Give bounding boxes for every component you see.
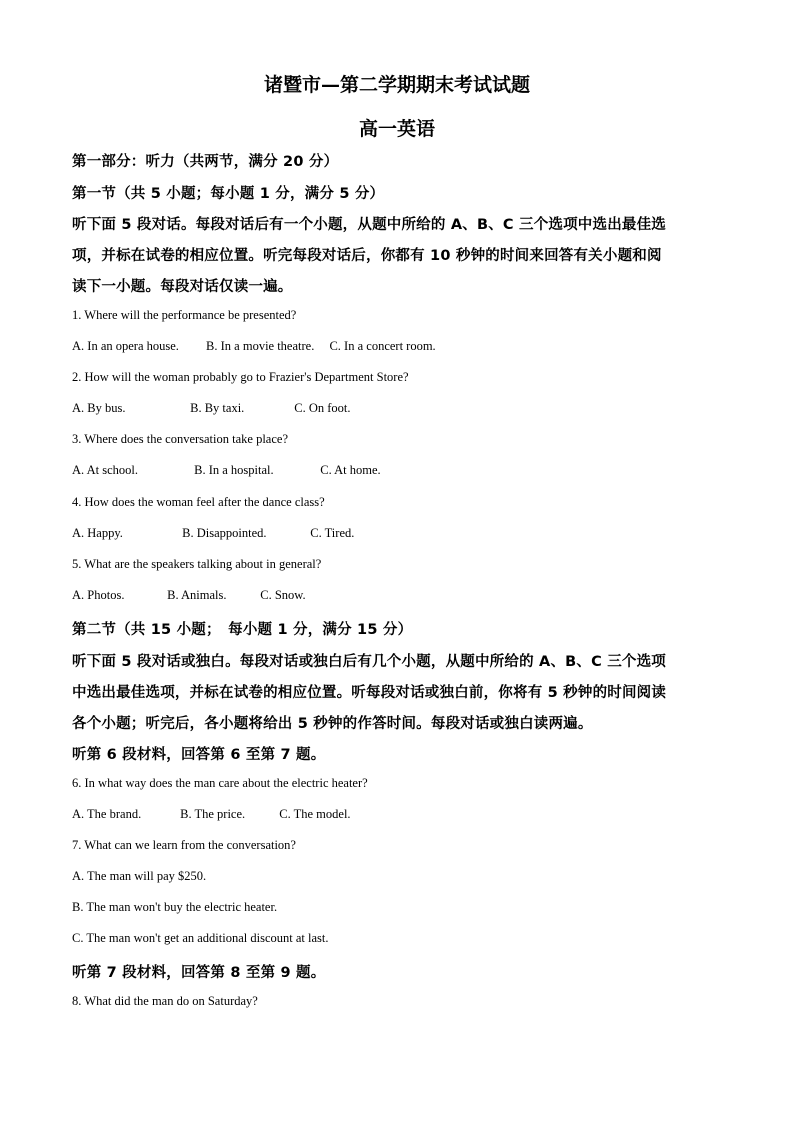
option-c: C. In a concert room. <box>329 339 436 353</box>
exam-title: 诸暨市—第二学期期末考试试题 <box>263 74 530 96</box>
question-5: 5. What are the speakers talking about in general? <box>72 557 322 571</box>
option-a: A. Happy. <box>72 526 123 540</box>
section2-instruction-line: 中选出最佳选项，并标在试卷的相应位置。听每段对话或独白前，你将有 5 秒钟的时间阅读 <box>72 685 667 701</box>
question-7-option-a: A. The man will pay $250. <box>72 869 207 883</box>
question-3: 3. Where does the conversation take place? <box>72 432 288 446</box>
option-b: B. The price. <box>180 807 246 821</box>
question-2-options <box>72 401 351 416</box>
question-7-option-c: C. The man won't get an additional discount at last. <box>72 931 329 945</box>
question-6: 6. In what way does the man care about the electric heater? <box>72 776 368 790</box>
option-b: B. Disappointed. <box>182 526 267 540</box>
option-c: C. Snow. <box>260 588 306 602</box>
material-6-heading: 听第 6 段材料，回答第 6 至第 7 题。 <box>72 747 326 763</box>
option-c: C. At home. <box>320 463 381 477</box>
option-b: B. By taxi. <box>190 401 245 415</box>
option-a: A. At school. <box>72 463 138 477</box>
question-2: 2. How will the woman probably go to Frazier's Department Store? <box>72 370 409 384</box>
option-c: C. On foot. <box>294 401 351 415</box>
question-4-options <box>72 526 354 541</box>
option-a: A. The brand. <box>72 807 142 821</box>
question-4: 4. How does the woman feel after the dance class? <box>72 495 325 509</box>
question-1: 1. Where will the performance be presented? <box>72 308 297 322</box>
option-b: B. Animals. <box>167 588 227 602</box>
option-a: A. In an opera house. <box>72 339 179 353</box>
section1-instruction-line: 听下面 5 段对话。每段对话后有一个小题，从题中所给的 A、B、C 三个选项中选出最佳选 <box>72 217 666 233</box>
option-c: C. Tired. <box>310 526 355 540</box>
question-7: 7. What can we learn from the conversation? <box>72 838 296 852</box>
material-7-heading: 听第 7 段材料，回答第 8 至第 9 题。 <box>72 965 326 981</box>
section1-instruction-line: 项，并标在试卷的相应位置。听完每段对话后，你都有 10 秒钟的时间来回答有关小题和阅 <box>72 248 662 264</box>
question-5-options <box>72 588 306 603</box>
option-b: B. In a movie theatre. <box>206 339 315 353</box>
question-7-option-b: B. The man won't buy the electric heater. <box>72 900 278 914</box>
section2-instruction-line: 听下面 5 段对话或独白。每段对话或独白后有几个小题，从题中所给的 A、B、C 三个选项 <box>72 654 666 670</box>
option-a: A. By bus. <box>72 401 126 415</box>
part1-heading: 第一部分：听力（共两节，满分 20 分） <box>72 154 339 170</box>
question-6-options <box>72 807 351 822</box>
section1-instruction-line: 读下一小题。每段对话仅读一遍。 <box>72 279 293 295</box>
exam-subtitle: 高一英语 <box>358 118 435 140</box>
option-c: C. The model. <box>279 807 351 821</box>
section1-heading: 第一节（共 5 小题；每小题 1 分，满分 5 分） <box>72 186 385 202</box>
question-1-options <box>72 339 436 354</box>
question-3-options <box>72 463 381 478</box>
section2-heading: 第二节（共 15 小题； 每小题 1 分，满分 15 分） <box>72 622 413 638</box>
option-b: B. In a hospital. <box>194 463 274 477</box>
option-a: A. Photos. <box>72 588 125 602</box>
section2-instruction-line: 各个小题；听完后，各小题将给出 5 秒钟的作答时间。每段对话或独白读两遍。 <box>72 716 593 732</box>
question-8: 8. What did the man do on Saturday? <box>72 994 258 1008</box>
